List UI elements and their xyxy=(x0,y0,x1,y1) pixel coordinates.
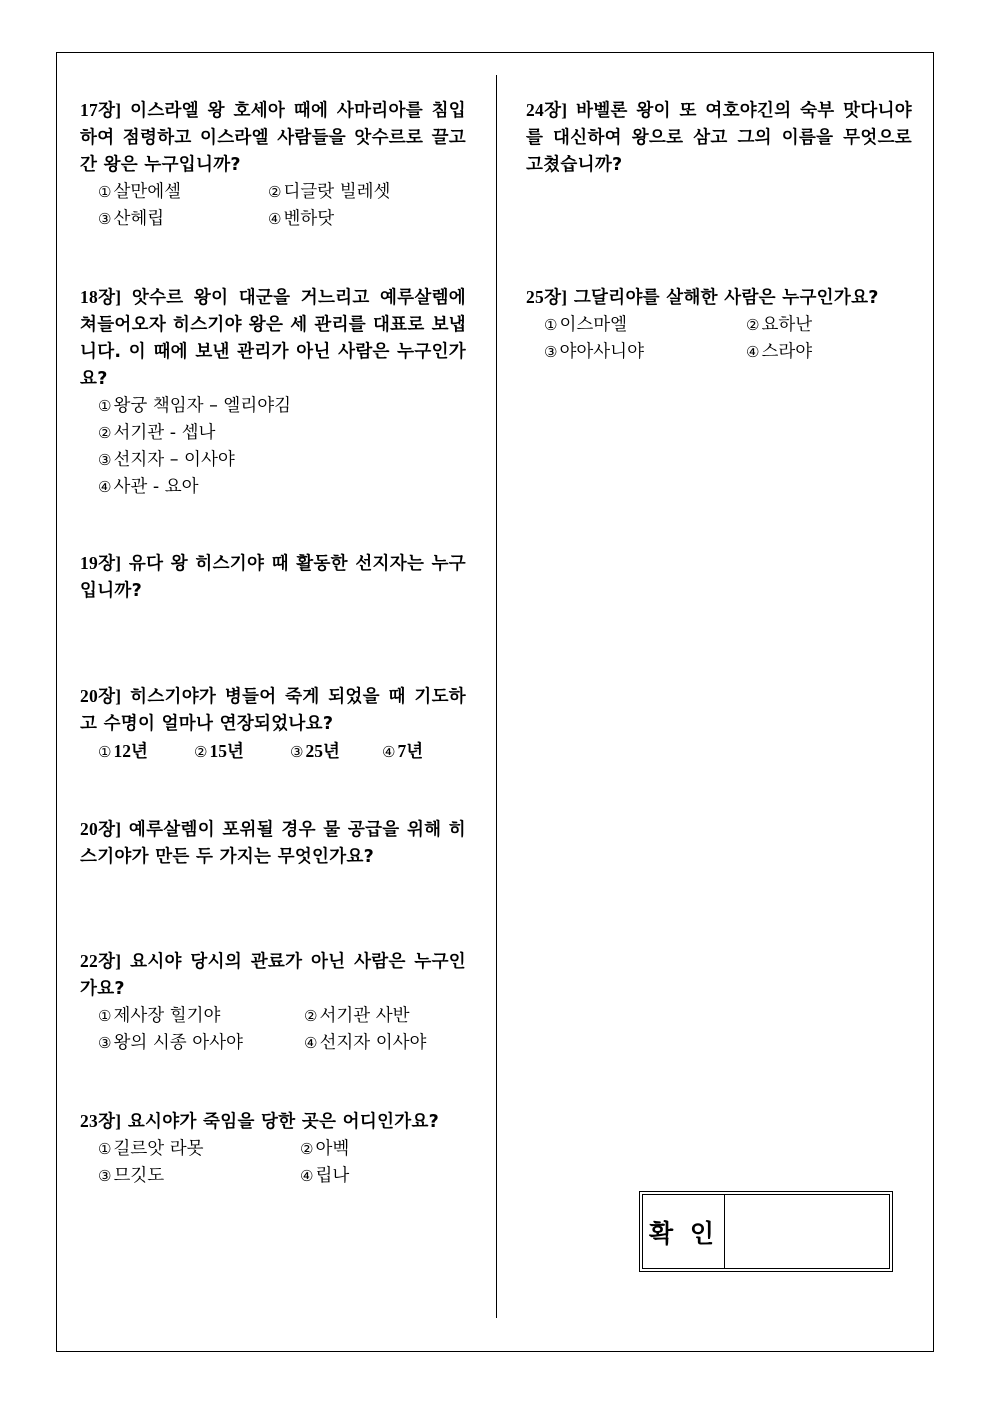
option-1[interactable] xyxy=(544,312,746,339)
option-marker: ③ xyxy=(98,1167,112,1185)
question-22 xyxy=(80,948,466,1057)
confirm-label: 확 인 xyxy=(643,1195,725,1268)
option-2[interactable] xyxy=(304,1003,410,1030)
option-label: 7년 xyxy=(397,741,424,761)
option-marker: ② xyxy=(304,1007,318,1025)
question-number: 25장] xyxy=(526,287,568,307)
option-label: 25년 xyxy=(305,741,340,761)
option-label: 사관 - 요아 xyxy=(113,477,199,497)
option-1[interactable] xyxy=(98,393,291,420)
question-text: 바벨론 왕이 또 여호야긴의 숙부 맛다니야를 대신하여 왕으로 삼고 그의 이름을 무엇으로 고쳤습니까? xyxy=(526,101,912,175)
option-marker: ② xyxy=(98,424,112,442)
option-label: 벤하닷 xyxy=(283,209,335,229)
option-list xyxy=(526,312,912,366)
question-20-water xyxy=(80,816,466,871)
option-marker: ③ xyxy=(290,743,304,761)
question-number: 18장] xyxy=(80,287,122,307)
option-marker: ① xyxy=(98,183,112,201)
option-label: 제사장 힐기야 xyxy=(113,1006,221,1026)
question-number: 24장] xyxy=(526,100,568,120)
option-marker: ③ xyxy=(544,343,558,361)
option-label: 스라야 xyxy=(761,342,813,362)
question-17 xyxy=(80,97,466,233)
option-2[interactable] xyxy=(194,738,290,766)
option-label: 서기관 사반 xyxy=(319,1006,410,1026)
option-row xyxy=(526,312,912,339)
question-number: 22장] xyxy=(80,951,122,971)
question-text: 그달리야를 살해한 사람은 누구인가요? xyxy=(567,288,879,308)
option-label: 살만에셀 xyxy=(113,182,182,202)
option-marker: ③ xyxy=(98,451,112,469)
option-row xyxy=(80,1136,466,1163)
question-text: 유다 왕 히스기야 때 활동한 선지자는 누구입니까? xyxy=(80,554,466,601)
question-25 xyxy=(526,284,912,366)
confirm-signature-field[interactable] xyxy=(725,1195,889,1268)
question-text: 요시야가 죽임을 당한 곳은 어디인가요? xyxy=(121,1112,440,1132)
option-1[interactable] xyxy=(98,1136,300,1163)
option-list xyxy=(80,393,466,501)
confirm-box xyxy=(639,1191,893,1272)
question-text: 예루살렘이 포위될 경우 물 공급을 위해 히스기야가 만든 두 가지는 무엇인가요? xyxy=(80,820,466,867)
option-row xyxy=(80,447,466,474)
option-label: 야아사니야 xyxy=(559,342,644,362)
option-marker: ④ xyxy=(300,1167,314,1185)
option-row xyxy=(80,179,466,206)
option-4[interactable] xyxy=(268,206,334,233)
option-marker: ③ xyxy=(98,1034,112,1052)
question-text: 앗수르 왕이 대군을 거느리고 예루살렘에 쳐들어오자 히스기야 왕은 세 관리를 대표로 보냅니다. 이 때에 보낸 관리가 아닌 사람은 누구인가요? xyxy=(80,288,466,389)
option-marker: ① xyxy=(544,316,558,334)
option-1[interactable] xyxy=(98,1003,304,1030)
question-number: 19장] xyxy=(80,553,122,573)
question-23 xyxy=(80,1108,466,1190)
option-3[interactable] xyxy=(98,206,268,233)
option-label: 이스마엘 xyxy=(559,315,628,335)
option-row xyxy=(80,738,466,766)
question-20-lifespan xyxy=(80,683,466,766)
option-label: 립나 xyxy=(315,1166,350,1186)
option-marker: ③ xyxy=(98,210,112,228)
option-label: 요하난 xyxy=(761,315,813,335)
option-2[interactable] xyxy=(300,1136,349,1163)
option-marker: ① xyxy=(98,743,112,761)
option-row xyxy=(80,206,466,233)
option-marker: ④ xyxy=(268,210,282,228)
option-label: 산헤립 xyxy=(113,209,165,229)
option-4[interactable] xyxy=(300,1163,349,1190)
option-list xyxy=(80,1003,466,1057)
option-marker: ④ xyxy=(746,343,760,361)
option-label: 선지자 이사야 xyxy=(319,1033,427,1053)
option-label: 왕의 시종 아사야 xyxy=(113,1033,243,1053)
option-label: 12년 xyxy=(113,741,148,761)
question-24 xyxy=(526,97,912,179)
option-3[interactable] xyxy=(544,339,746,366)
option-label: 왕궁 책임자 – 엘리야김 xyxy=(113,396,292,416)
confirm-inner xyxy=(642,1194,890,1269)
option-2[interactable] xyxy=(268,179,390,206)
option-1[interactable] xyxy=(98,738,194,766)
option-marker: ① xyxy=(98,1007,112,1025)
question-number: 17장] xyxy=(80,100,122,120)
question-number: 20장] xyxy=(80,686,122,706)
option-marker: ④ xyxy=(304,1034,318,1052)
option-row xyxy=(80,393,466,420)
option-4[interactable] xyxy=(304,1030,426,1057)
option-row xyxy=(80,1003,466,1030)
option-marker: ① xyxy=(98,1140,112,1158)
question-19 xyxy=(80,550,466,605)
option-3[interactable] xyxy=(98,1030,304,1057)
option-marker: ① xyxy=(98,397,112,415)
option-marker: ④ xyxy=(382,743,396,761)
option-4[interactable] xyxy=(382,738,423,766)
option-1[interactable] xyxy=(98,179,268,206)
option-marker: ② xyxy=(746,316,760,334)
question-text: 요시야 당시의 관료가 아닌 사람은 누구인가요? xyxy=(80,952,466,999)
option-row xyxy=(80,1030,466,1057)
option-3[interactable] xyxy=(290,738,382,766)
option-label: 15년 xyxy=(209,741,244,761)
column-divider xyxy=(496,75,497,1318)
question-text: 히스기야가 병들어 죽게 되었을 때 기도하고 수명이 얼마나 연장되었나요? xyxy=(80,687,466,734)
option-list xyxy=(80,1136,466,1190)
option-row xyxy=(80,1163,466,1190)
option-row xyxy=(80,420,466,447)
option-4[interactable] xyxy=(746,339,812,366)
option-label: 므깃도 xyxy=(113,1166,165,1186)
option-2[interactable] xyxy=(746,312,812,339)
option-label: 선지자 – 이사야 xyxy=(113,450,235,470)
question-text: 이스라엘 왕 호세아 때에 사마리아를 침입하여 점령하고 이스라엘 사람들을 앗수르로 끌고 간 왕은 누구입니까? xyxy=(80,101,466,175)
option-3[interactable] xyxy=(98,1163,300,1190)
option-2[interactable] xyxy=(98,420,215,447)
option-label: 디글랏 빌레셋 xyxy=(283,182,391,202)
option-row xyxy=(80,474,466,501)
option-list xyxy=(80,738,466,766)
option-label: 아벡 xyxy=(315,1139,350,1159)
option-marker: ④ xyxy=(98,478,112,496)
option-row xyxy=(526,339,912,366)
option-3[interactable] xyxy=(98,447,235,474)
option-list xyxy=(80,179,466,233)
option-marker: ② xyxy=(300,1140,314,1158)
option-4[interactable] xyxy=(98,474,199,501)
option-label: 길르앗 라못 xyxy=(113,1139,204,1159)
option-label: 서기관 - 셉나 xyxy=(113,423,216,443)
option-marker: ② xyxy=(194,743,208,761)
option-marker: ② xyxy=(268,183,282,201)
question-number: 23장] xyxy=(80,1111,122,1131)
question-18 xyxy=(80,284,466,501)
question-number: 20장] xyxy=(80,819,122,839)
